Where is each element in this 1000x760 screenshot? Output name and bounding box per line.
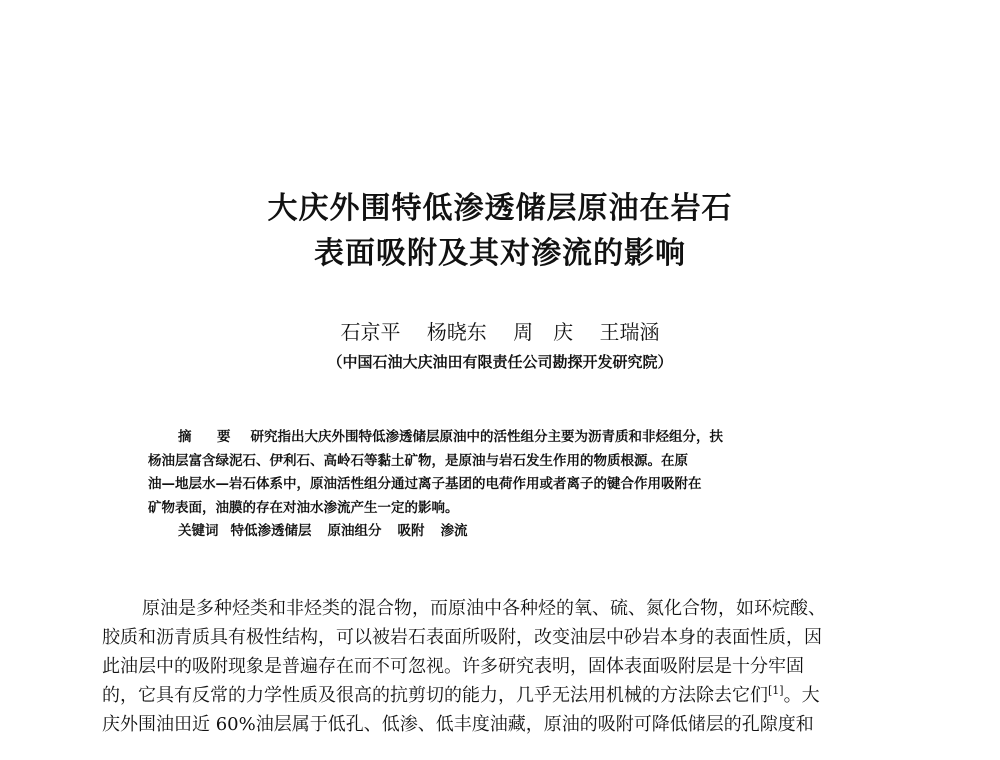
body-line-tail: 。大: [783, 685, 820, 706]
author-list: [0, 318, 1000, 346]
citation-ref: [1]: [768, 684, 784, 697]
body-line: 胶质和沥青质具有极性结构，可以被岩石表面所吸附，改变油层中砂岩本身的表面性质，因: [102, 627, 822, 648]
keyword: 原油组分: [327, 523, 382, 539]
body-line: 此油层中的吸附现象是普遍存在而不可忽视。许多研究表明，固体表面吸附层是十分牢固: [102, 656, 804, 677]
body-line-text: 的，它具有反常的力学性质及很高的抗剪切的能力，几乎无法用机械的方法除去它们: [102, 685, 768, 706]
paper-title-line-1: 大庆外围特低渗透储层原油在岩石: [267, 191, 733, 226]
abstract-line: 矿物表面，油膜的存在对油水渗流产生一定的影响。: [148, 499, 459, 516]
paper-title-line-2: 表面吸附及其对渗流的影响: [314, 236, 686, 271]
author-name: 周 庆: [513, 320, 574, 344]
abstract-block: [148, 426, 868, 544]
keyword: 吸附: [397, 523, 425, 539]
author-name: 杨晓东: [426, 320, 487, 344]
keyword: 特低渗透储层: [230, 523, 312, 539]
body-line: [102, 681, 902, 710]
body-line: 原油是多种烃类和非烃类的混合物，而原油中各种烃的氧、硫、氮化合物，如环烷酸、: [142, 598, 826, 619]
keywords-label: 关键词: [178, 523, 219, 539]
abstract-line: 油—地层水—岩石体系中，原油活性组分通过离子基团的电荷作用或者离子的键合作用吸附在: [148, 476, 702, 492]
body-text: [102, 594, 902, 739]
keyword: 渗流: [440, 523, 468, 539]
abstract-text: 研究指出大庆外围特低渗透储层原油中的活性组分主要为沥青质和非烃组分，扶: [250, 429, 723, 445]
abstract-line: [148, 426, 868, 450]
author-affiliation: （中国石油大庆油田有限责任公司勘探开发研究院）: [327, 353, 673, 371]
abstract-label: 摘 要: [178, 429, 237, 445]
keywords-line: [148, 520, 868, 544]
body-line: 庆外围油田近 60%油层属于低孔、低渗、低丰度油藏，原油的吸附可降低储层的孔隙度和: [102, 714, 814, 735]
author-name: 石京平: [340, 320, 401, 344]
author-name: 王瑞涵: [599, 320, 660, 344]
abstract-line: 杨油层富含绿泥石、伊利石、高岭石等黏土矿物，是原油与岩石发生作用的物质根源。在原: [148, 452, 688, 469]
